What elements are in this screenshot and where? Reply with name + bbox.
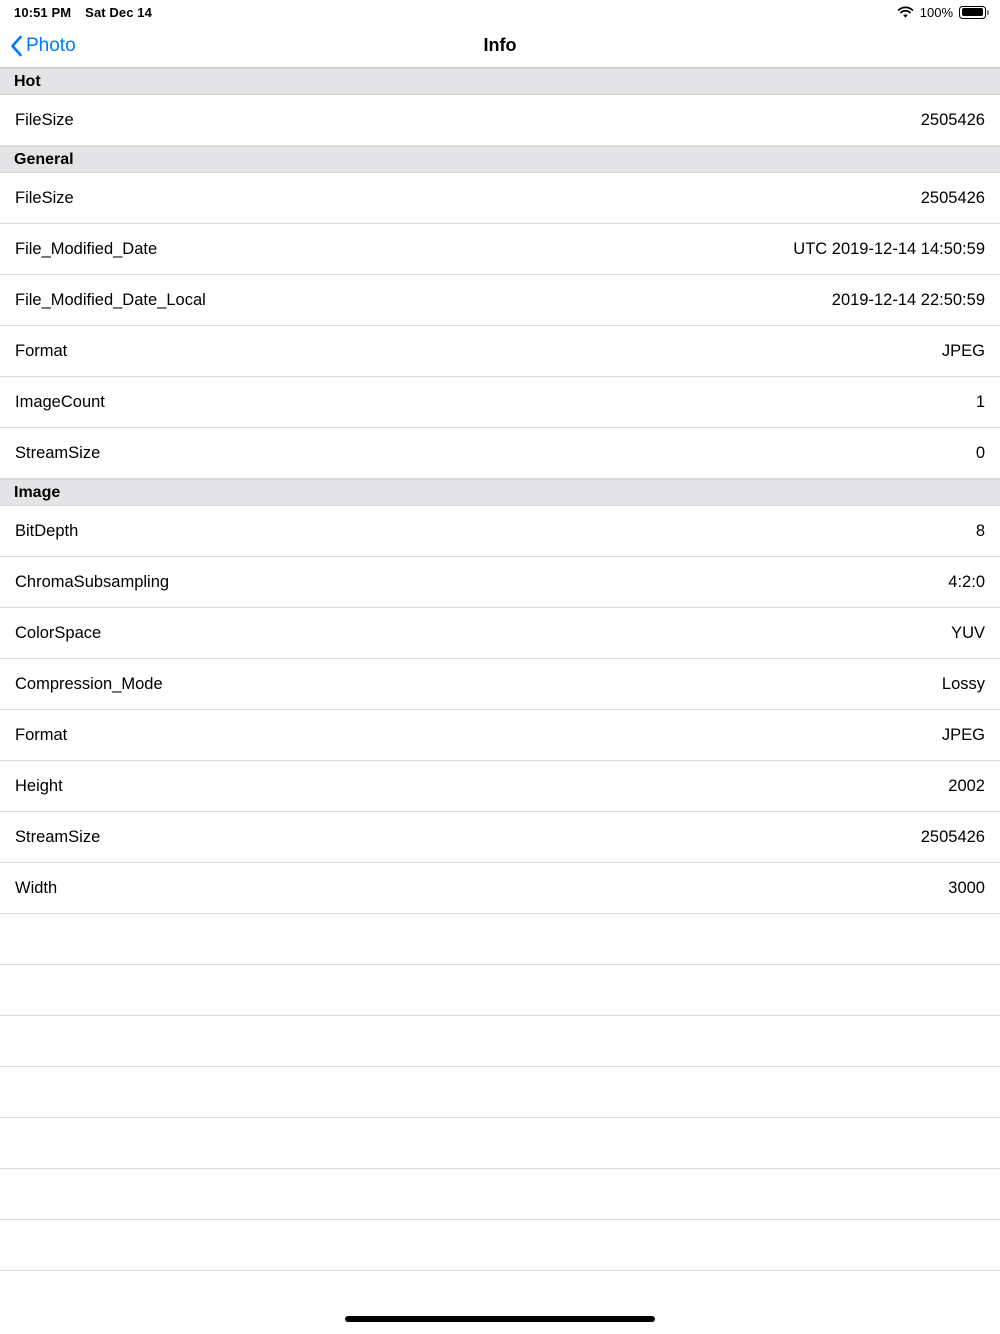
table-row[interactable]	[0, 761, 1000, 812]
row-key: BitDepth	[15, 521, 79, 540]
battery-percent-label: 100%	[919, 4, 953, 20]
section-header: General	[0, 146, 1000, 173]
section-header: Hot	[0, 68, 1000, 95]
status-bar	[0, 0, 1000, 24]
table-row[interactable]	[0, 863, 1000, 914]
table-row[interactable]	[0, 506, 1000, 557]
table-row[interactable]	[0, 557, 1000, 608]
table-row[interactable]	[0, 95, 1000, 146]
row-key: FileSize	[15, 110, 74, 129]
row-value: 2019-12-14 22:50:59	[831, 290, 985, 309]
wifi-icon	[897, 6, 914, 19]
row-key: ImageCount	[15, 392, 105, 411]
table-row[interactable]	[0, 275, 1000, 326]
table-row[interactable]	[0, 812, 1000, 863]
table-row[interactable]	[0, 173, 1000, 224]
status-bar-right	[897, 5, 986, 20]
row-key: ChromaSubsampling	[15, 572, 170, 591]
row-value: 2002	[948, 776, 985, 795]
row-key: Compression_Mode	[15, 674, 163, 693]
table-row-empty	[0, 1169, 1000, 1220]
row-key: Height	[15, 776, 63, 795]
row-value: 2505426	[920, 188, 985, 207]
table-row-empty	[0, 1016, 1000, 1067]
table-row[interactable]	[0, 659, 1000, 710]
table-row-empty	[0, 914, 1000, 965]
info-table[interactable]	[0, 68, 1000, 1322]
row-value: Lossy	[941, 674, 985, 693]
back-button-label: Photo	[26, 34, 76, 56]
table-row[interactable]	[0, 224, 1000, 275]
back-button[interactable]	[10, 35, 76, 57]
row-key: StreamSize	[15, 443, 101, 462]
row-key: ColorSpace	[15, 623, 102, 642]
row-key: File_Modified_Date	[15, 239, 158, 258]
row-key: FileSize	[15, 188, 74, 207]
row-key: File_Modified_Date_Local	[15, 290, 206, 309]
row-value: 4:2:0	[948, 572, 985, 591]
home-indicator-area	[0, 1304, 1000, 1334]
table-row-empty	[0, 1118, 1000, 1169]
navigation-bar	[0, 24, 1000, 68]
table-row[interactable]	[0, 377, 1000, 428]
row-value: JPEG	[941, 341, 985, 360]
row-value: 0	[975, 443, 985, 462]
row-value: YUV	[951, 623, 985, 642]
status-bar-date: Sat Dec 14	[85, 4, 152, 20]
battery-fill	[962, 8, 984, 16]
row-value: 2505426	[920, 827, 985, 846]
status-bar-left	[14, 5, 152, 20]
table-row[interactable]	[0, 608, 1000, 659]
home-indicator[interactable]	[345, 1316, 655, 1322]
chevron-left-icon	[10, 35, 23, 57]
row-value: 2505426	[920, 110, 985, 129]
row-value: JPEG	[941, 725, 985, 744]
status-bar-time: 10:51 PM	[14, 4, 72, 20]
page-title: Info	[483, 35, 517, 55]
section-header: Image	[0, 479, 1000, 506]
row-key: StreamSize	[15, 827, 101, 846]
row-value: UTC 2019-12-14 14:50:59	[793, 239, 985, 258]
table-row[interactable]	[0, 710, 1000, 761]
row-value: 3000	[948, 878, 985, 897]
battery-full-icon	[959, 6, 986, 19]
row-value: 8	[975, 521, 985, 540]
row-value: 1	[975, 392, 985, 411]
row-key: Format	[15, 725, 68, 744]
table-row-empty	[0, 965, 1000, 1016]
table-row[interactable]	[0, 326, 1000, 377]
row-key: Format	[15, 341, 68, 360]
table-row[interactable]	[0, 428, 1000, 479]
table-row-empty	[0, 1067, 1000, 1118]
table-row-empty	[0, 1220, 1000, 1271]
row-key: Width	[15, 878, 58, 897]
